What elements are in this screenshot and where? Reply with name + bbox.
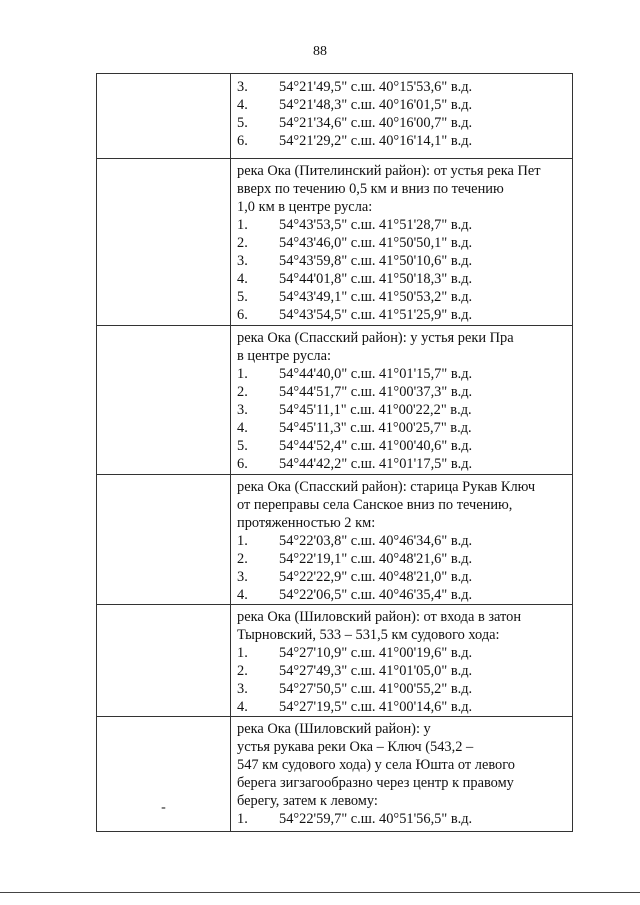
left-cell xyxy=(97,605,231,717)
coordinate-value: 54°45'11,1" с.ш. 41°00'22,2" в.д. xyxy=(279,402,472,418)
coordinate-line xyxy=(231,252,572,270)
coordinate-line xyxy=(231,270,572,288)
coordinate-value: 54°21'48,3" с.ш. 40°16'01,5" в.д. xyxy=(279,97,473,113)
description-cell xyxy=(231,717,573,832)
coordinate-line xyxy=(231,568,572,586)
table-row xyxy=(97,475,573,605)
coordinate-number: 4. xyxy=(237,97,248,113)
coordinate-value: 54°44'51,7" с.ш. 41°00'37,3" в.д. xyxy=(279,384,473,400)
coordinate-line xyxy=(231,132,572,150)
coordinate-value: 54°21'34,6" с.ш. 40°16'00,7" в.д. xyxy=(279,115,473,131)
coordinate-value: 54°44'40,0" с.ш. 41°01'15,7" в.д. xyxy=(279,366,473,382)
coordinate-value: 54°22'19,1" с.ш. 40°48'21,6" в.д. xyxy=(279,551,473,567)
coordinate-value: 54°27'50,5" с.ш. 41°00'55,2" в.д. xyxy=(279,681,473,697)
coordinate-line xyxy=(231,810,572,828)
coordinate-value: 54°44'52,4" с.ш. 41°00'40,6" в.д. xyxy=(279,438,473,454)
coordinate-line xyxy=(231,586,572,604)
coordinate-number: 3. xyxy=(237,569,248,585)
left-cell xyxy=(97,159,231,326)
left-cell xyxy=(97,74,231,159)
coordinate-number: 1. xyxy=(237,645,248,661)
coordinate-number: 2. xyxy=(237,384,248,400)
coordinate-line xyxy=(231,644,572,662)
table-row xyxy=(97,159,573,326)
coordinate-line xyxy=(231,550,572,568)
coordinate-value: 54°43'53,5" с.ш. 41°51'28,7" в.д. xyxy=(279,217,473,233)
coordinate-number: 2. xyxy=(237,235,248,251)
coordinate-line xyxy=(231,680,572,698)
coordinate-value: 54°43'46,0" с.ш. 41°50'50,1" в.д. xyxy=(279,235,473,251)
coordinate-value: 54°43'54,5" с.ш. 41°51'25,9" в.д. xyxy=(279,307,473,323)
section-description: река Ока (Шиловский район): у устья рукава реки Ока – Ключ (543,2 – 547 км судового хода) у села Юшта от левого берега зигзагообразно через центр к правому берегу, затем к левому: xyxy=(237,721,515,809)
coordinate-value: 54°43'59,8" с.ш. 41°50'10,6" в.д. xyxy=(279,253,473,269)
coordinate-line xyxy=(231,234,572,252)
coordinate-value: 54°27'10,9" с.ш. 41°00'19,6" в.д. xyxy=(279,645,473,661)
coordinate-value: 54°22'06,5" с.ш. 40°46'35,4" в.д. xyxy=(279,587,473,603)
coordinate-number: 5. xyxy=(237,438,248,454)
coordinate-line xyxy=(231,419,572,437)
coordinate-number: 6. xyxy=(237,456,248,472)
description-cell xyxy=(231,475,573,605)
coordinate-number: 4. xyxy=(237,587,248,603)
coordinate-line xyxy=(231,383,572,401)
coordinate-line xyxy=(231,401,572,419)
coordinate-number: 3. xyxy=(237,402,248,418)
coordinate-line xyxy=(231,306,572,324)
coordinate-line xyxy=(231,96,572,114)
description-cell xyxy=(231,159,573,326)
table-row xyxy=(97,605,573,717)
coordinate-value: 54°22'22,9" с.ш. 40°48'21,0" в.д. xyxy=(279,569,473,585)
coordinate-value: 54°27'49,3" с.ш. 41°01'05,0" в.д. xyxy=(279,663,473,679)
coordinate-line xyxy=(231,365,572,383)
page-number: 88 xyxy=(313,44,327,59)
coordinate-number: 5. xyxy=(237,289,248,305)
coordinate-value: 54°21'49,5" с.ш. 40°15'53,6" в.д. xyxy=(279,79,473,95)
coordinate-number: 3. xyxy=(237,253,248,269)
section-description: река Ока (Спасский район): у устья реки Пра в центре русла: xyxy=(237,330,514,364)
coordinate-number: 6. xyxy=(237,307,248,323)
coordinate-line xyxy=(231,662,572,680)
left-cell xyxy=(97,475,231,605)
left-cell xyxy=(97,326,231,475)
coordinate-number: 1. xyxy=(237,533,248,549)
coordinate-value: 54°43'49,1" с.ш. 41°50'53,2" в.д. xyxy=(279,289,473,305)
table-row xyxy=(97,717,573,832)
description-cell xyxy=(231,605,573,717)
coordinate-number: 1. xyxy=(237,811,248,827)
coordinate-number: 2. xyxy=(237,663,248,679)
coordinate-value: 54°22'59,7" с.ш. 40°51'56,5" в.д. xyxy=(279,811,473,827)
coordinate-number: 3. xyxy=(237,681,248,697)
coordinate-value: 54°22'03,8" с.ш. 40°46'34,6" в.д. xyxy=(279,533,473,549)
coordinate-line xyxy=(231,698,572,716)
coordinate-value: 54°44'42,2" с.ш. 41°01'17,5" в.д. xyxy=(279,456,473,472)
coordinate-number: 1. xyxy=(237,217,248,233)
coordinate-value: 54°21'29,2" с.ш. 40°16'14,1" в.д. xyxy=(279,133,473,149)
coordinate-line xyxy=(231,78,572,96)
coordinate-line xyxy=(231,532,572,550)
coordinate-number: 3. xyxy=(237,79,248,95)
coordinate-value: 54°27'19,5" с.ш. 41°00'14,6" в.д. xyxy=(279,699,473,715)
coordinate-line xyxy=(231,437,572,455)
scan-border-line xyxy=(0,892,640,893)
coordinate-number: 4. xyxy=(237,271,248,287)
coordinates-table xyxy=(96,73,573,832)
coordinate-number: 5. xyxy=(237,115,248,131)
coordinate-number: 4. xyxy=(237,699,248,715)
coordinate-number: 6. xyxy=(237,133,248,149)
coordinate-line xyxy=(231,455,572,473)
left-cell xyxy=(97,717,231,832)
coordinate-number: 1. xyxy=(237,366,248,382)
table-row xyxy=(97,326,573,475)
table-row xyxy=(97,74,573,159)
left-cell-mark: - xyxy=(161,800,166,815)
coordinate-value: 54°44'01,8" с.ш. 41°50'18,3" в.д. xyxy=(279,271,473,287)
coordinate-line xyxy=(231,288,572,306)
section-description: река Ока (Пителинский район): от устья река Пет вверх по течению 0,5 км и вниз по течению 1,0 км в центре русла: xyxy=(237,163,541,215)
coordinate-value: 54°45'11,3" с.ш. 41°00'25,7" в.д. xyxy=(279,420,472,436)
section-description: река Ока (Шиловский район): от входа в затон Тырновский, 533 – 531,5 км судового хода: xyxy=(237,609,522,643)
coordinate-number: 2. xyxy=(237,551,248,567)
description-cell xyxy=(231,74,573,159)
coordinate-number: 4. xyxy=(237,420,248,436)
section-description: река Ока (Спасский район): старица Рукав Ключ от переправы села Санское вниз по течению, протяженностью 2 км: xyxy=(237,479,536,531)
coordinate-line xyxy=(231,216,572,234)
coordinate-line xyxy=(231,114,572,132)
description-cell xyxy=(231,326,573,475)
